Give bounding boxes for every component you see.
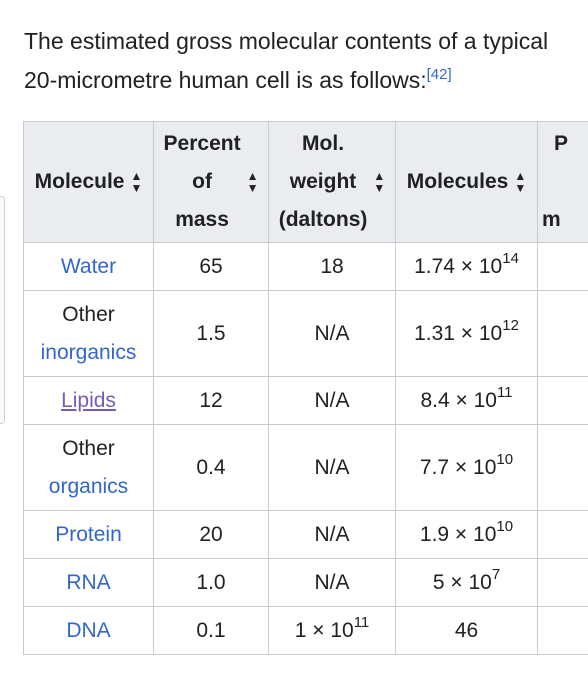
molecule-name-line1: Other (62, 436, 115, 460)
molecule-link[interactable]: Protein (55, 522, 122, 546)
table-row (24, 425, 588, 511)
mol-weight-value: N/A (314, 522, 350, 546)
molecule-name-line1: Other (62, 302, 115, 326)
cell-percent: 0.4 (154, 425, 269, 511)
header-molecule[interactable] (24, 122, 154, 243)
cell-cut-off (538, 425, 588, 511)
table-row (24, 559, 588, 607)
molecules-base: 1.31 × 10 (414, 321, 503, 345)
cell-molecule[interactable] (24, 425, 154, 511)
cell-mol-weight (269, 377, 396, 425)
header-molecules[interactable] (396, 122, 538, 243)
mol-weight-value: N/A (314, 570, 350, 594)
table-header-row (24, 122, 588, 243)
header-percent-line2: of (192, 170, 212, 193)
molecule-link[interactable]: Water (60, 254, 117, 278)
mol-weight-value: N/A (314, 321, 350, 345)
molecules-exponent: 10 (496, 450, 514, 468)
header-molecule-label: Molecule (34, 170, 125, 193)
molecule-link[interactable]: Lipids (61, 388, 116, 412)
header-percent-of-mass[interactable] (154, 122, 269, 243)
cell-cut-off (538, 511, 588, 559)
mol-weight-base: 1 × 10 (294, 618, 354, 642)
molecules-base: 1.74 × 10 (414, 254, 503, 278)
molecules-exponent: 14 (502, 249, 519, 267)
cell-percent: 1.5 (154, 291, 269, 377)
header-molecules-label: Molecules (406, 170, 509, 193)
cell-molecule[interactable] (24, 377, 154, 425)
cell-mol-weight (269, 559, 396, 607)
molecule-link[interactable]: RNA (66, 570, 111, 594)
table-row (24, 377, 588, 425)
molecules-base: 8.4 × 10 (420, 388, 497, 412)
cell-cut-off (538, 607, 588, 655)
header-molweight-line3: (daltons) (278, 208, 368, 231)
intro-paragraph (24, 22, 574, 100)
molecules-exponent: 11 (496, 383, 513, 401)
table-row (24, 607, 588, 655)
molecules-exponent: 12 (502, 316, 519, 334)
cell-molecules (396, 607, 538, 655)
mol-weight-value: N/A (314, 388, 350, 412)
mol-weight-value: 18 (320, 254, 344, 278)
cell-percent: 1.0 (154, 559, 269, 607)
mol-weight-value: N/A (314, 455, 350, 479)
sort-icon[interactable]: ▲ ▼ (514, 169, 527, 195)
cell-molecule[interactable] (24, 607, 154, 655)
sort-icon[interactable]: ▲ ▼ (130, 169, 143, 195)
cell-molecule[interactable] (24, 291, 154, 377)
scroll-shadow-indicator (0, 196, 5, 424)
table-row (24, 243, 588, 291)
cell-percent: 65 (154, 243, 269, 291)
header-percent-line3: mass (175, 208, 229, 231)
header-mol-weight[interactable] (269, 122, 396, 243)
cell-molecules (396, 243, 538, 291)
cell-molecules (396, 291, 538, 377)
molecule-link[interactable]: organics (48, 474, 129, 498)
intro-text: The estimated gross molecular contents of a typical 20-micrometre human cell is as follows: (24, 28, 549, 93)
header-cut-line3: m (542, 208, 561, 231)
cell-mol-weight (269, 291, 396, 377)
cell-mol-weight (269, 511, 396, 559)
cell-cut-off (538, 559, 588, 607)
cell-cut-off (538, 377, 588, 425)
molecule-link[interactable]: DNA (66, 618, 111, 642)
cell-percent: 20 (154, 511, 269, 559)
molecular-contents-table (23, 121, 588, 655)
cell-molecules (396, 511, 538, 559)
molecules-exponent: 7 (491, 565, 501, 583)
cell-molecule[interactable] (24, 559, 154, 607)
cell-cut-off (538, 291, 588, 377)
cell-molecule[interactable] (24, 243, 154, 291)
table-row (24, 511, 588, 559)
header-molweight-line2: weight (289, 170, 357, 193)
molecules-base: 5 × 10 (432, 570, 492, 594)
reference-link[interactable]: [42] (426, 66, 452, 83)
header-percent-line1: Percent (163, 132, 241, 155)
sort-icon[interactable]: ▲ ▼ (246, 169, 259, 195)
molecules-base: 1.9 × 10 (419, 522, 497, 546)
cell-mol-weight (269, 243, 396, 291)
header-molweight-line1: Mol. (302, 132, 345, 155)
cell-molecules (396, 559, 538, 607)
cell-molecule[interactable] (24, 511, 154, 559)
molecules-exponent: 10 (496, 517, 514, 535)
molecules-base: 7.7 × 10 (419, 455, 497, 479)
molecule-link[interactable]: inorganics (40, 340, 137, 364)
mol-weight-exponent: 11 (353, 613, 370, 631)
sort-icon[interactable]: ▲ ▼ (373, 169, 386, 195)
cell-percent: 0.1 (154, 607, 269, 655)
table-scroll-container[interactable] (23, 121, 588, 661)
cell-percent: 12 (154, 377, 269, 425)
header-cut-line1: P (554, 132, 569, 155)
cell-mol-weight (269, 607, 396, 655)
table-row (24, 291, 588, 377)
molecules-base: 46 (454, 618, 479, 642)
header-cut-off-column[interactable] (538, 122, 588, 243)
cell-molecules (396, 377, 538, 425)
cell-mol-weight (269, 425, 396, 511)
cell-molecules (396, 425, 538, 511)
cell-cut-off (538, 243, 588, 291)
